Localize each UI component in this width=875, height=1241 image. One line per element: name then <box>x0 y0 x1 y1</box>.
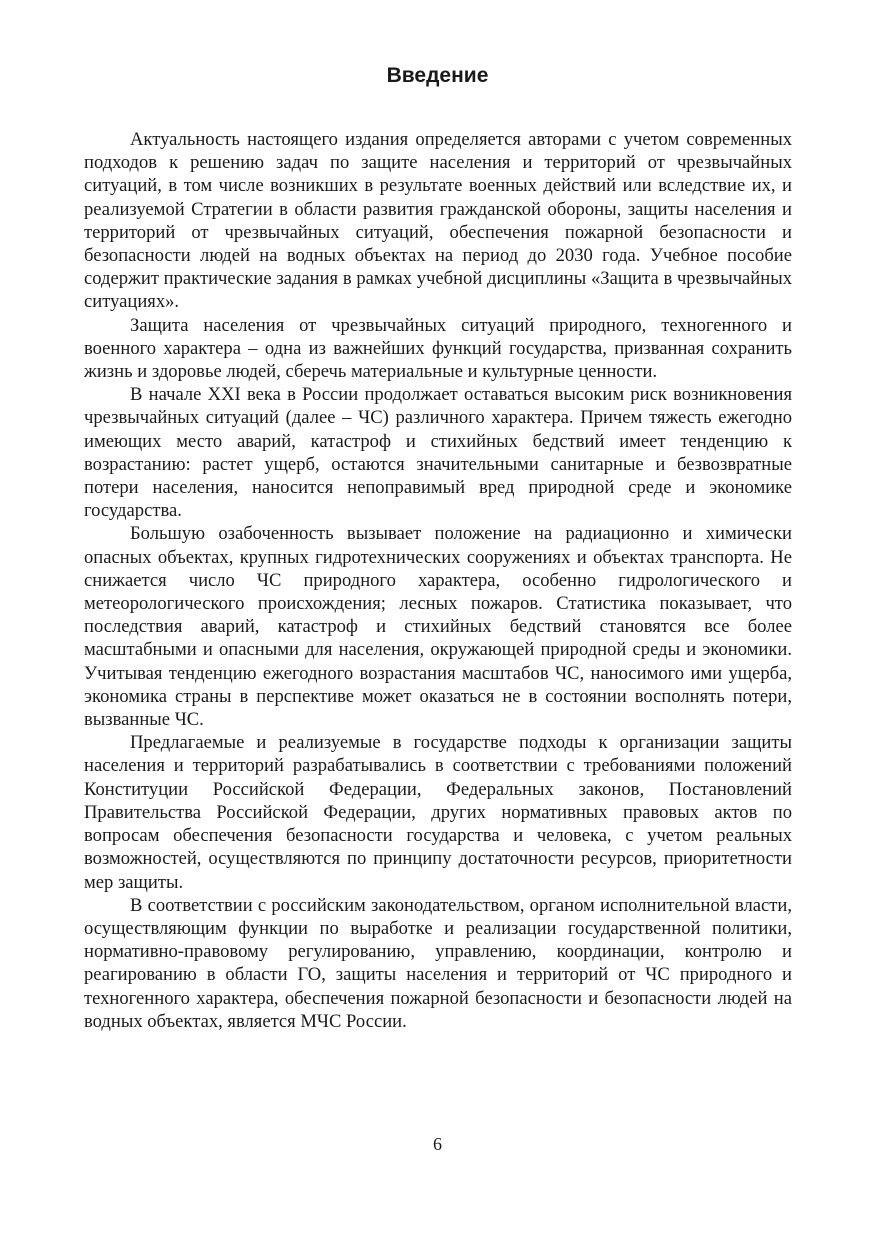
paragraph: В начале XXI века в России продолжает оставаться высоким риск возникновения чрезвычайных ситуаций (далее – ЧС) различного характера. Причем тяжесть ежегодно имеющих место аварий, катастроф и стихийных бедствий имеет тенденцию к возрастанию: растет ущерб, остаются значительными санитарные и безвозвратные потери населения, наносится непоправимый вред природной среде и экономике государства. <box>84 384 792 522</box>
page-title: Введение <box>386 64 489 87</box>
paragraph: Предлагаемые и реализуемые в государстве подходы к организации защиты населения и территорий разрабатывались в соответствии с требованиями положений Конституции Российской Федерации, Федеральных законов, Постановлений Правительства Российской Федерации, других нормативных правовых актов по вопросам обеспечения безопасности государства и человека, с учетом реальных возможностей, осуществляются по принципу достаточности ресурсов, приоритетности мер защиты. <box>84 732 792 893</box>
paragraph: Большую озабоченность вызывает положение на радиационно и химически опасных объектах, крупных гидротехнических сооружениях и объектах транспорта. Не снижается число ЧС природного характера, особенно гидрологического и метеорологического происхождения; лесных пожаров. Статистика показывает, что последствия аварий, катастроф и стихийных бедствий становятся все более масштабными и опасными для населения, окружающей природной среды и экономики. Учитывая тенденцию ежегодного возрастания масштабов ЧС, наносимого ими ущерба, экономика страны в перспективе может оказаться не в состоянии восполнять потери, вызванные ЧС. <box>84 523 792 731</box>
body-text <box>84 128 792 1033</box>
paragraph: Защита населения от чрезвычайных ситуаций природного, техногенного и военного характера – одна из важнейших функций государства, призванная сохранить жизнь и здоровье людей, сберечь материальные и культурные ценности. <box>84 314 792 383</box>
paragraph: В соответствии с российским законодательством, органом исполнительной власти, осуществляющим функции по выработке и реализации государственной политики, нормативно-правовому регулированию, управлению, координации, контролю и реагированию в области ГО, защиты населения и территорий от ЧС природного и техногенного характера, обеспечения пожарной безопасности и безопасности людей на водных объектах, является МЧС России. <box>84 894 792 1032</box>
paragraph: Актуальность настоящего издания определяется авторами с учетом современных подходов к решению задач по защите населения и территорий от чрезвычайных ситуаций, в том числе возникших в результате военных действий или вследствие их, и реализуемой Стратегии в области развития гражданской обороны, защиты населения и территорий от чрезвычайных ситуаций, обеспечения пожарной безопасности и безопасности людей на водных объектах на период до 2030 года. Учебное пособие содержит практические задания в рамках учебной дисциплины «Защита в чрезвычайных ситуациях». <box>84 129 792 313</box>
page-number: 6 <box>433 1134 442 1154</box>
